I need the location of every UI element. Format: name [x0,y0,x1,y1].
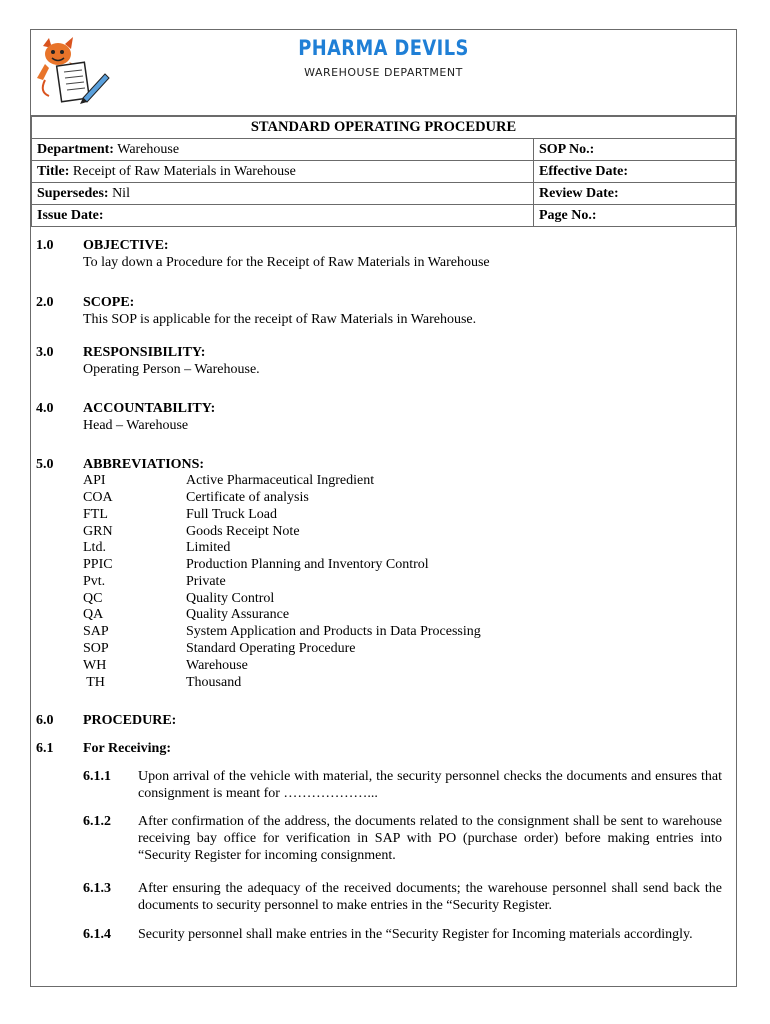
abbreviation-key: SAP [83,624,109,639]
section-title: OBJECTIVE: [83,238,169,253]
section-number: 4.0 [36,401,54,416]
abbreviation-key: API [83,473,106,488]
field-label: Issue Date: [37,207,104,223]
sop-row [32,183,736,205]
section-number: 3.0 [36,345,54,360]
department-cell [32,139,534,161]
page-no-cell: Page No.: [534,205,736,227]
step-number: 6.1.1 [83,769,111,784]
abbreviation-value: Limited [186,540,231,555]
document-header [31,30,736,116]
section-number: 6.0 [36,713,54,728]
sop-row [32,205,736,227]
review-date-cell: Review Date: [534,183,736,205]
field-label: Department: [37,141,114,157]
department-banner: WAREHOUSE DEPARTMENT [304,66,463,79]
sop-row [32,139,736,161]
abbreviation-value: System Application and Products in Data Processing [186,624,481,639]
abbreviation-key: COA [83,490,113,505]
section-body: Operating Person – Warehouse. [83,362,260,377]
step-number: 6.1.4 [83,927,111,942]
section-body: Head – Warehouse [83,418,189,433]
section-number: 2.0 [36,295,54,310]
step-number: 6.1.2 [83,814,111,829]
field-value: Receipt of Raw Materials in Warehouse [69,163,296,179]
sop-header-table [31,116,736,227]
abbreviation-key: QC [83,591,103,606]
section-title: For Receiving: [83,741,171,756]
abbreviation-value: Thousand [186,675,242,690]
step-text: After ensuring the adequacy of the received documents; the warehouse personnel shall send back the documents to security personnel to make entries in the “Security Register. [138,881,722,913]
field-label: Supersedes: [37,185,109,201]
abbreviation-value: Production Planning and Inventory Control [186,557,429,572]
abbreviation-value: Certificate of analysis [186,490,309,505]
sop-no-cell: SOP No.: [534,139,736,161]
abbreviation-value: Goods Receipt Note [186,524,300,539]
supersedes-cell [32,183,534,205]
abbreviation-key: FTL [83,507,108,522]
abbreviation-value: Standard Operating Procedure [186,641,356,656]
abbreviation-key: QA [83,607,104,622]
abbreviation-key: GRN [83,524,113,539]
step-text: After confirmation of the address, the documents related to the consignment shall be sent to warehouse receiving bay office for verification in SAP with PO (purchase order) before making entries into “Security Register for incoming consignment. [138,814,722,863]
abbreviation-key: Pvt. [83,574,106,589]
step-text: Upon arrival of the vehicle with material, the security personnel checks the documents and ensures that consignment is meant for ………………... [138,769,722,801]
section-title: ABBREVIATIONS: [83,457,205,472]
abbreviation-value: Full Truck Load [186,507,278,522]
section-body: This SOP is applicable for the receipt of Raw Materials in Warehouse. [83,312,477,327]
company-brand: PHARMA DEVILS [298,36,469,60]
field-label: Title: [37,163,70,179]
abbreviation-value: Warehouse [186,658,248,673]
sop-row [32,161,736,183]
abbreviation-key: SOP [83,641,109,656]
field-value: Warehouse [113,141,180,157]
abbreviation-value: Private [186,574,226,589]
abbreviation-value: Quality Control [186,591,275,606]
abbreviation-value: Quality Assurance [186,607,290,622]
section-body: To lay down a Procedure for the Receipt of Raw Materials in Warehouse [83,255,490,270]
abbreviation-key: WH [83,658,107,673]
field-value: Nil [108,185,130,201]
title-cell [32,161,534,183]
issue-date-cell [32,205,534,227]
abbreviation-value: Active Pharmaceutical Ingredient [186,473,375,488]
sop-table-heading: STANDARD OPERATING PROCEDURE [32,117,736,139]
step-number: 6.1.3 [83,881,111,896]
section-number: 5.0 [36,457,54,472]
abbreviation-key: PPIC [83,557,113,572]
section-title: SCOPE: [83,295,135,310]
section-number: 6.1 [36,741,54,756]
section-title: PROCEDURE: [83,713,177,728]
abbreviation-key: TH [83,675,105,690]
step-text: Security personnel shall make entries in the “Security Register for Incoming materials accordingly. [138,927,693,942]
effective-date-cell: Effective Date: [534,161,736,183]
abbreviation-key: Ltd. [83,540,106,555]
section-number: 1.0 [36,238,54,253]
section-title: RESPONSIBILITY: [83,345,206,360]
section-title: ACCOUNTABILITY: [83,401,216,416]
